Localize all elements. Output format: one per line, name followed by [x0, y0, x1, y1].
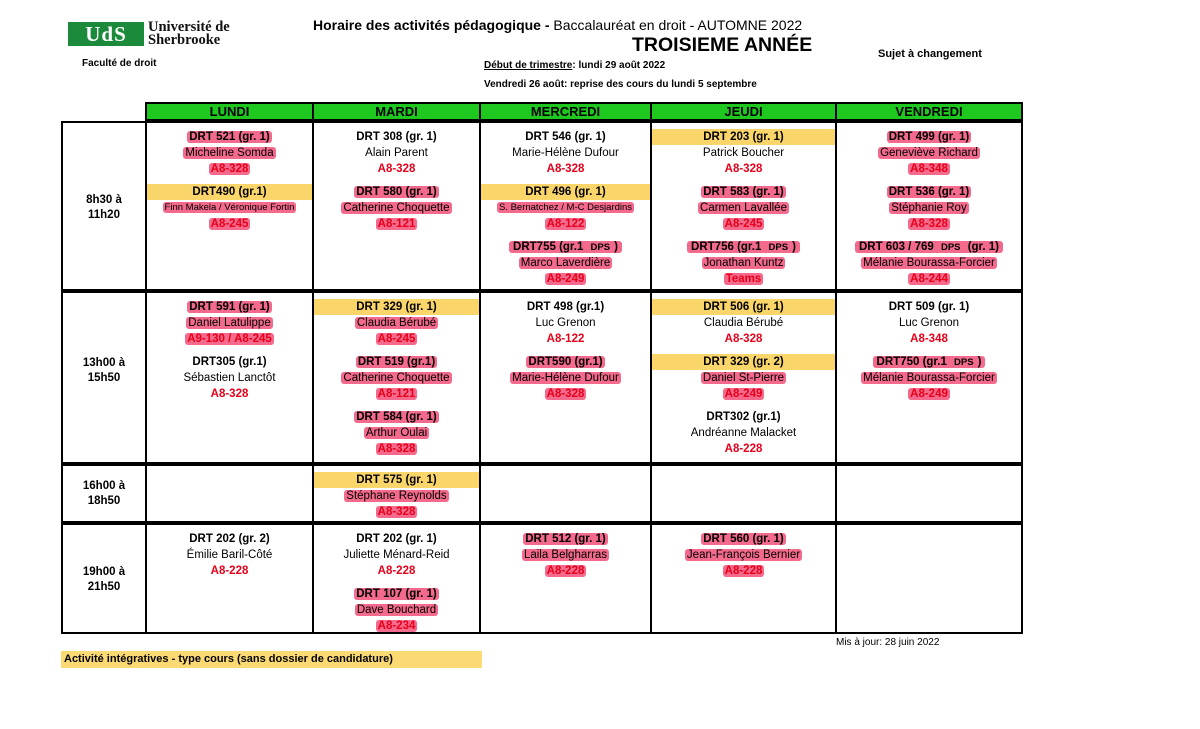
course-code: DRT 506 (gr. 1) — [652, 299, 835, 315]
course-room: A8-245 — [210, 218, 249, 230]
course-room: A8-249 — [546, 273, 585, 285]
course-room: A8-328 — [546, 388, 585, 400]
course-code: DRT 202 (gr. 1) — [356, 533, 437, 545]
course-prof: Laila Belgharras — [523, 549, 608, 561]
course-code: DRT590 (gr.1) — [528, 356, 603, 368]
subject-to-change-note: Sujet à changement — [878, 48, 982, 60]
course-room: A8-122 — [546, 333, 585, 345]
cell-lundi-morning — [147, 129, 312, 232]
course-room: A8-228 — [724, 565, 763, 577]
course-prof: Claudia Bérubé — [703, 317, 784, 329]
course-code: DRT 580 (gr. 1) — [356, 186, 437, 198]
course-room: A8-328 — [546, 163, 585, 175]
updated-date: Mis à jour: 28 juin 2022 — [836, 637, 940, 648]
schedule-row-late-afternoon — [61, 464, 1023, 523]
logo-wordmark — [148, 21, 230, 47]
course-prof: Alain Parent — [365, 147, 428, 159]
course-prof: Micheline Somda — [185, 147, 274, 159]
course-code: DRT 203 (gr. 1) — [652, 129, 835, 145]
course-code: DRT750 (gr.1 DPS ) — [837, 354, 1021, 370]
course-code: DRT 509 (gr. 1) — [888, 301, 970, 313]
course-code: DRT 499 (gr. 1) — [888, 131, 970, 143]
course-prof: Daniel Latulippe — [188, 317, 271, 329]
term-start-value: : lundi 29 août 2022 — [572, 60, 666, 71]
course-code: DRT305 (gr.1) — [192, 356, 267, 368]
course-code: DRT 591 (gr. 1) — [189, 301, 270, 313]
course-room: A8-121 — [377, 218, 416, 230]
legend-integrative-activities: Activité intégratives - type cours (sans dossier de candidature) — [61, 651, 482, 668]
course-code: DRT 107 (gr. 1) — [356, 588, 437, 600]
course-room: A9-130 / A8-245 — [187, 333, 272, 345]
year-title: TROISIEME ANNÉE — [632, 34, 813, 56]
course-room: A8-348 — [910, 163, 948, 175]
time-slot: 16h00 à 18h50 — [82, 480, 126, 507]
course-room: A8-245 — [377, 333, 416, 345]
logo-line1: Université de — [148, 19, 230, 35]
course-code: DRT 519 (gr.1) — [357, 356, 436, 368]
time-slot: 8h30 à 11h20 — [86, 194, 122, 221]
course-prof: Catherine Choquette — [343, 202, 450, 214]
course-prof: Luc Grenon — [898, 317, 960, 329]
cell-mardi-evening — [314, 531, 479, 634]
title-part-c: - AUTOMNE 2022 — [685, 17, 803, 33]
course-prof: Marco Laverdière — [520, 257, 611, 269]
course-room: A8-328 — [210, 388, 249, 400]
course-room: Teams — [725, 273, 762, 285]
course-code: DRT 329 (gr. 1) — [314, 299, 479, 315]
course-room: A8-228 — [210, 565, 249, 577]
course-code: DRT 536 (gr. 1) — [888, 186, 970, 198]
logo-line2: Sherbrooke — [148, 32, 221, 48]
course-code: DRT755 (gr.1 DPS ) — [481, 239, 650, 255]
course-room: A8-245 — [724, 218, 763, 230]
time-slot: 19h00 à 21h50 — [82, 566, 126, 593]
course-prof: Finn Makela / Véronique Fortin — [164, 202, 295, 213]
schedule-row-evening — [61, 523, 1023, 634]
course-prof: Claudia Bérubé — [356, 317, 437, 329]
course-code: DRT 546 (gr. 1) — [525, 131, 606, 143]
title-part-b: Baccalauréat en droit — [553, 17, 686, 33]
course-room: A8-122 — [546, 218, 585, 230]
course-prof: Stéphanie Roy — [891, 202, 967, 214]
cell-jeudi-evening — [652, 531, 835, 579]
cell-jeudi-morning — [652, 129, 835, 287]
course-room: A8-121 — [377, 388, 416, 400]
course-code: DRT302 (gr.1) — [706, 411, 781, 423]
schedule-row-afternoon — [61, 291, 1023, 464]
time-slot: 13h00 à 15h50 — [82, 357, 126, 384]
course-code: DRT 202 (gr. 2) — [189, 533, 270, 545]
course-prof: Carmen Lavallée — [700, 202, 787, 214]
cell-mardi-late-afternoon — [314, 472, 479, 520]
course-prof: Daniel St-Pierre — [702, 372, 785, 384]
cell-mercredi-evening — [481, 531, 650, 579]
day-header-lundi: LUNDI — [145, 102, 314, 121]
cell-vendredi-morning — [837, 129, 1021, 287]
course-prof: Patrick Boucher — [702, 147, 785, 159]
logo-mark: UdS — [68, 22, 144, 46]
course-prof: Andréanne Malacket — [690, 427, 797, 439]
course-room: A8-228 — [377, 565, 416, 577]
course-code: DRT 583 (gr. 1) — [703, 186, 784, 198]
course-prof: Stéphane Reynolds — [346, 490, 447, 502]
course-room: A8-328 — [910, 218, 948, 230]
course-prof: Catherine Choquette — [343, 372, 450, 384]
course-code: DRT 308 (gr. 1) — [356, 131, 437, 143]
course-room: A8-328 — [377, 506, 416, 518]
cell-mardi-afternoon — [314, 299, 479, 457]
course-prof: Mélanie Bourassa-Forcier — [863, 372, 995, 384]
day-header-vendredi: VENDREDI — [835, 102, 1023, 121]
cell-lundi-evening — [147, 531, 312, 579]
course-code: DRT 575 (gr. 1) — [314, 472, 479, 488]
title-part-a: Horaire des activités pédagogique - — [313, 17, 554, 33]
course-code: DRT490 (gr.1) — [147, 184, 312, 200]
course-prof: Luc Grenon — [535, 317, 596, 329]
term-start — [484, 60, 665, 71]
schedule-row-morning — [61, 121, 1023, 291]
cell-mercredi-afternoon — [481, 299, 650, 402]
course-code: DRT 560 (gr. 1) — [703, 533, 784, 545]
day-header-mardi: MARDI — [312, 102, 481, 121]
course-prof: Geneviève Richard — [880, 147, 978, 159]
course-code: DRT756 (gr.1 DPS ) — [652, 239, 835, 255]
course-prof: Marie-Hélène Dufour — [512, 372, 619, 384]
schedule-title — [313, 17, 802, 33]
cell-jeudi-afternoon — [652, 299, 835, 457]
course-code: DRT 521 (gr. 1) — [189, 131, 270, 143]
course-prof: Sébastien Lanctôt — [183, 372, 276, 384]
day-header-mercredi: MERCREDI — [479, 102, 652, 121]
course-prof: Marie-Hélène Dufour — [512, 147, 619, 159]
term-start-label: Début de trimestre — [484, 60, 573, 71]
course-room: A8-234 — [377, 620, 416, 632]
course-code: DRT 496 (gr. 1) — [481, 184, 650, 200]
course-room: A8-249 — [724, 388, 763, 400]
course-room: A8-244 — [910, 273, 948, 285]
course-code: DRT 584 (gr. 1) — [356, 411, 437, 423]
university-logo — [68, 19, 238, 50]
course-room: A8-228 — [546, 565, 585, 577]
faculty-label: Faculté de droit — [82, 58, 157, 69]
course-room: A8-328 — [210, 163, 249, 175]
course-room: A8-328 — [724, 163, 763, 175]
cell-vendredi-afternoon — [837, 299, 1021, 402]
course-code: DRT 512 (gr. 1) — [525, 533, 606, 545]
friday-note: Vendredi 26 août: reprise des cours du lundi 5 septembre — [484, 79, 757, 90]
course-prof: Jonathan Kuntz — [703, 257, 784, 269]
cell-mercredi-morning — [481, 129, 650, 287]
course-prof: Arthur Oulai — [365, 427, 428, 439]
course-room: A8-328 — [724, 333, 763, 345]
course-prof: Jean-François Bernier — [686, 549, 801, 561]
course-prof: S. Bernatchez / M-C Desjardins — [498, 202, 633, 213]
course-room: A8-348 — [910, 333, 948, 345]
course-room: A8-249 — [910, 388, 948, 400]
cell-lundi-afternoon — [147, 299, 312, 402]
course-code: DRT 329 (gr. 2) — [652, 354, 835, 370]
course-room: A8-228 — [724, 443, 763, 455]
course-room: A8-328 — [377, 443, 416, 455]
day-header-jeudi: JEUDI — [650, 102, 837, 121]
course-prof: Dave Bouchard — [356, 604, 437, 616]
course-room: A8-328 — [377, 163, 416, 175]
course-code: DRT 603 / 769 DPS (gr. 1) — [837, 239, 1021, 255]
course-prof: Mélanie Bourassa-Forcier — [863, 257, 995, 269]
course-code: DRT 498 (gr.1) — [526, 301, 605, 313]
course-prof: Émilie Baril-Côté — [186, 549, 273, 561]
course-prof: Juliette Ménard-Reid — [343, 549, 450, 561]
cell-mardi-morning — [314, 129, 479, 232]
